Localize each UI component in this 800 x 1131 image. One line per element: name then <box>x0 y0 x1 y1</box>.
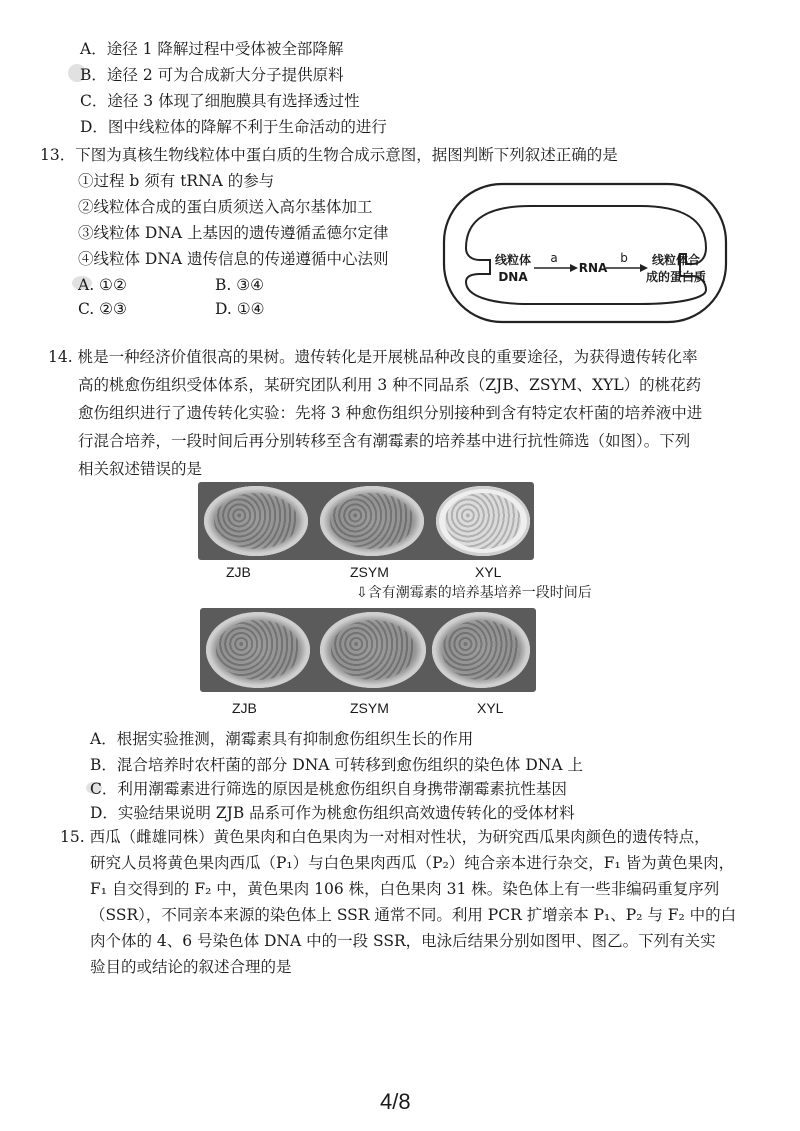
q15-line1: 15. 西瓜（雌雄同株）黄色果肉和白色果肉为一对相对性状，为研究西瓜果肉颜色的遗传特点， <box>60 828 710 846</box>
q14-stem-line1: 14. 桃是一种经济价值很高的果树。遗传转化是开展桃品种改良的重要途径，为获得遗传转化率 <box>48 348 698 366</box>
q13-statement-1: ①过程 b 须有 tRNA 的参与 <box>78 172 275 190</box>
q14-stem-line2: 高的桃愈伤组织受体体系，某研究团队利用 3 种不同品系（ZJB、ZSYM、XYL）的桃花药 <box>78 376 702 394</box>
dna-label-line2: DNA <box>498 270 528 284</box>
arrow-b-label: b <box>620 251 628 265</box>
label-zjb-top: ZJB <box>226 564 251 580</box>
plate-zjb-after <box>206 612 310 688</box>
q12-option-c: C．途径 3 体现了细胞膜具有选择透过性 <box>80 92 360 110</box>
q13-statement-2: ②线粒体合成的蛋白质须送入高尔基体加工 <box>78 198 373 216</box>
q15-line6: 验目的或结论的叙述合理的是 <box>90 958 292 976</box>
label-xyl-bottom: XYL <box>477 700 504 716</box>
q12-option-b: B．途径 2 可为合成新大分子提供原料 <box>80 66 344 84</box>
page-number: 4/8 <box>380 1089 411 1114</box>
q13-statement-3: ③线粒体 DNA 上基因的遗传遵循孟德尔定律 <box>78 224 389 242</box>
q13-statement-4: ④线粒体 DNA 遗传信息的传递遵循中心法则 <box>78 250 389 268</box>
q12-option-d: D．图中线粒体的降解不利于生命活动的进行 <box>80 118 387 136</box>
protein-label <box>646 252 706 286</box>
q14-option-d: D．实验结果说明 ZJB 品系可作为桃愈伤组织高效遗传转化的受体材料 <box>90 804 575 822</box>
label-zjb-bottom: ZJB <box>232 700 257 716</box>
q13-stem: 13．下图为真核生物线粒体中蛋白质的生物合成示意图，据图判断下列叙述正确的是 <box>40 146 618 164</box>
q13-option-c: C. ②③ <box>78 300 127 318</box>
plate-zsym-before <box>320 486 424 556</box>
q13-option-a: A. ①② <box>78 276 127 294</box>
culture-arrow-caption: ⇩含有潮霉素的培养基培养一段时间后 <box>356 585 592 601</box>
label-zsym-top: ZSYM <box>350 564 389 580</box>
q14-option-b: B．混合培养时农杆菌的部分 DNA 可转移到愈伤组织的染色体 DNA 上 <box>90 756 583 774</box>
dna-label <box>488 252 538 286</box>
plate-zsym-after <box>320 612 426 688</box>
q15-line4: （SSR），不同亲本来源的染色体上 SSR 通常不同。利用 PCR 扩增亲本 P₁、P₂ 与 F₂ 中的白 <box>90 906 737 924</box>
plate-xyl-before <box>436 486 530 556</box>
q14-stem-line5: 相关叙述错误的是 <box>78 460 203 478</box>
q13-option-d: D. ①④ <box>215 300 265 318</box>
q15-line2: 研究人员将黄色果肉西瓜（P₁）与白色果肉西瓜（P₂）纯合亲本进行杂交，F₁ 皆为黄色果肉， <box>90 854 735 872</box>
protein-label-line2: 成的蛋白质 <box>646 270 707 284</box>
q14-stem-line4: 行混合培养，一段时间后再分别转移至含有潮霉素的培养基中进行抗性筛选（如图）。下列 <box>78 432 691 450</box>
protein-label-line1: 线粒体合 <box>651 253 700 267</box>
q14-stem-line3: 愈伤组织进行了遗传转化实验：先将 3 种愈伤组织分别接种到含有特定农杆菌的培养液中进 <box>78 404 703 422</box>
q15-line5: 肉个体的 4、6 号染色体 DNA 中的一段 SSR，电泳后结果分别如图甲、图乙。下列有关实 <box>90 932 716 950</box>
rna-label: RNA <box>578 261 608 275</box>
q14-option-a: A．根据实验推测，潮霉素具有抑制愈伤组织生长的作用 <box>90 730 474 748</box>
arrow-a-label: a <box>550 251 558 265</box>
plate-xyl-after <box>432 612 530 688</box>
label-zsym-bottom: ZSYM <box>350 700 389 716</box>
q12-option-a: A．途径 1 降解过程中受体被全部降解 <box>80 40 344 58</box>
q13-option-b: B. ③④ <box>215 276 265 294</box>
q15-line3: F₁ 自交得到的 F₂ 中，黄色果肉 106 株，白色果肉 31 株。染色体上有一些非编码重复序列 <box>90 880 720 898</box>
plate-zjb-before <box>204 486 308 556</box>
label-xyl-top: XYL <box>475 564 502 580</box>
mitochondrion-diagram <box>440 178 730 328</box>
dna-label-line1: 线粒体 <box>494 253 531 267</box>
q14-option-c: C．利用潮霉素进行筛选的原因是桃愈伤组织自身携带潮霉素抗性基因 <box>90 780 567 798</box>
